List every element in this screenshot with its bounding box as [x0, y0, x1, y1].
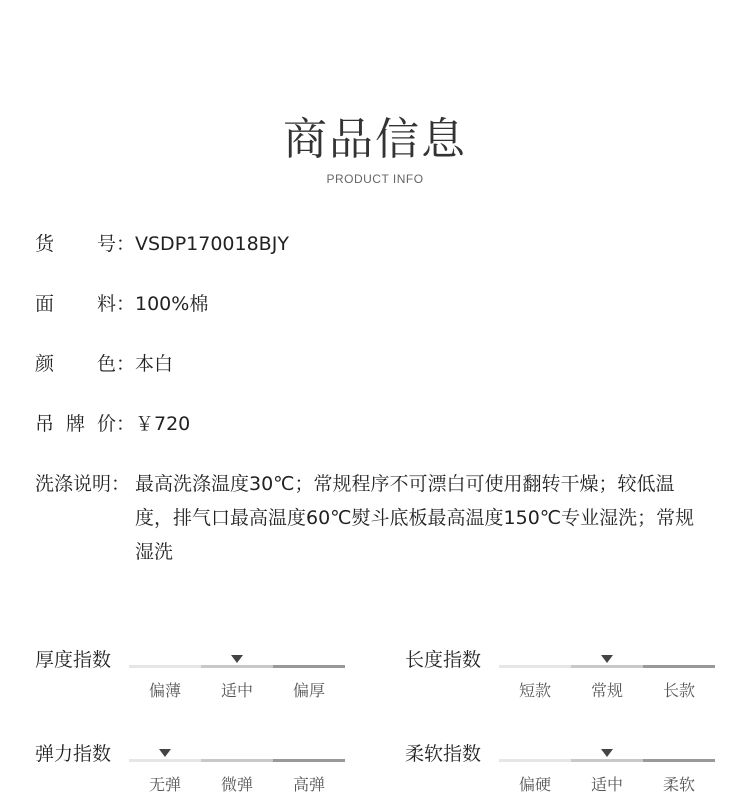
info-value-sku: VSDP170018BJY: [135, 233, 289, 255]
info-label: 吊 牌 价：: [35, 413, 135, 435]
meter-bar: [499, 665, 715, 668]
meter-elasticity: 弹力指数 无弹 微弹 高弹: [35, 737, 360, 787]
meter-option: 偏厚: [292, 681, 325, 700]
meter-softness: 柔软指数 偏硬 适中 柔软: [405, 737, 730, 787]
meter-marker-icon: [601, 749, 613, 757]
meter-option: 高弹: [292, 775, 325, 794]
meter-option: 柔软: [662, 775, 695, 794]
meter-thickness: 厚度指数 偏薄 适中 偏厚: [35, 643, 360, 693]
meter-marker-icon: [159, 749, 171, 757]
meter-bar: [129, 759, 345, 762]
info-value-material: 100%棉: [135, 293, 209, 315]
info-label: 洗涤说明：: [35, 473, 131, 495]
meter-option: 短款: [518, 681, 551, 700]
meter-marker-icon: [601, 655, 613, 663]
meter-option: 适中: [220, 681, 253, 700]
info-value-price: ￥720: [135, 413, 191, 435]
page-subtitle: PRODUCT INFO: [326, 172, 424, 186]
info-label: 货 号：: [35, 233, 135, 255]
meter-option: 偏薄: [148, 681, 181, 700]
meter-option: 微弹: [220, 775, 253, 794]
meter-option: 偏硬: [518, 775, 551, 794]
meter-option: 常规: [590, 681, 623, 700]
meter-option: 适中: [590, 775, 623, 794]
meter-bar: [129, 665, 345, 668]
meter-option: 无弹: [148, 775, 181, 794]
info-value-color: 本白: [135, 353, 174, 375]
meter-length: 长度指数 短款 常规 长款: [405, 643, 730, 693]
meter-marker-icon: [231, 655, 243, 663]
page-title: 商品信息: [283, 114, 467, 165]
info-label: 颜 色：: [35, 353, 135, 375]
info-label: 面 料：: [35, 293, 135, 315]
meter-bar: [499, 759, 715, 762]
meter-option: 长款: [662, 681, 695, 700]
info-value-care: 最高洗涤温度30℃；常规程序不可漂白可使用翻转干燥；较低温 度，排气口最高温度60℃熨斗底板最高温度150℃专业湿洗；常规 湿洗: [135, 473, 695, 563]
